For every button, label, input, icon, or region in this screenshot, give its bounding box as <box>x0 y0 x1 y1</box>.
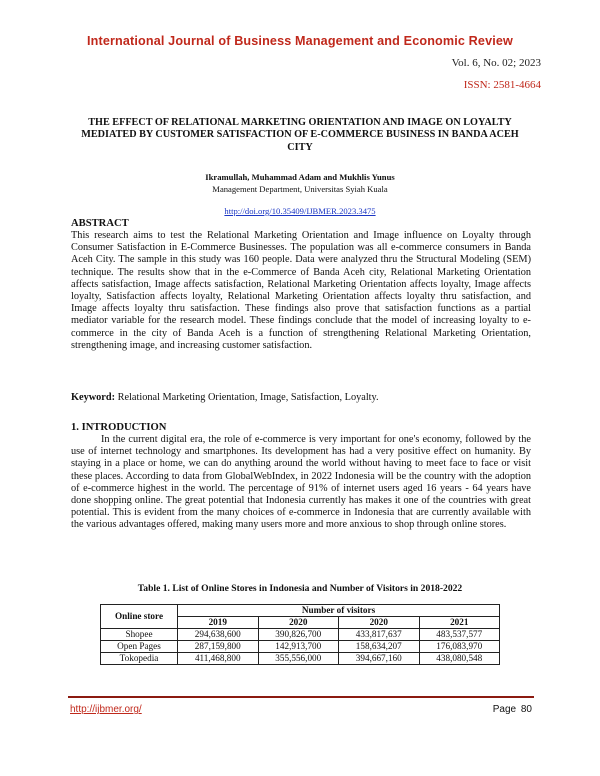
table-caption: Table 1. List of Online Stores in Indonesia and Number of Visitors in 2018-2022 <box>137 583 463 594</box>
year-header: 2020 <box>339 617 420 629</box>
affiliation: Management Department, Universitas Syiah Kuala <box>212 184 388 194</box>
journal-title: International Journal of Business Management and Economic Review <box>87 34 513 48</box>
visitor-count: 355,556,000 <box>258 653 339 665</box>
visitor-count: 438,080,548 <box>419 653 500 665</box>
paper-title: THE EFFECT OF RELATIONAL MARKETING ORIENTATION AND IMAGE ON LOYALTY MEDIATED BY CUSTOMER SATISFACTION OF E-COMMERCE BUSINESS IN BANDA ACEH CITY <box>81 117 519 153</box>
visitor-count: 483,537,577 <box>419 629 500 641</box>
volume-info: Vol. 6, No. 02; 2023 <box>451 57 541 69</box>
footer-site-link[interactable]: http://ijbmer.org/ <box>70 704 142 715</box>
table-row <box>101 629 500 641</box>
page-number-value: 80 <box>520 704 532 715</box>
footer-divider <box>68 696 534 698</box>
doi-link[interactable]: http://doi.org/10.35409/IJBMER.2023.3475 <box>224 206 376 216</box>
authors: Ikramullah, Muhammad Adam and Mukhlis Yunus <box>205 172 395 182</box>
visitor-count: 176,083,970 <box>419 641 500 653</box>
introduction-text: In the current digital era, the role of e-commerce is very important for one's economy, followed by the use of internet technology and smartphones. Its development has had a very positive effect on humanity. By staying in a place or home, we can do anything around the world without having to meet face to face or visit these places. According to data from GlobalWebIndex, in 2022 Indonesia will be the country with the adoption of e-commerce highest in the world. The percentage of 91% of internet users aged 16 years - 64 years have done shopping online. The great potential that Indonesia currently has makes it one of the countries with great potential. This is evident from the many choices of e-commerce in Indonesia that are currently available with the various advantages offered, making many users more and more anxious to shop through online stores. <box>71 434 531 531</box>
page-number <box>491 704 532 715</box>
year-header: 2021 <box>419 617 500 629</box>
year-header: 2020 <box>258 617 339 629</box>
store-name: Shopee <box>101 629 178 641</box>
keywords <box>71 392 531 404</box>
visitor-count: 158,634,207 <box>339 641 420 653</box>
visitor-count: 287,159,800 <box>178 641 259 653</box>
keywords-text: Relational Marketing Orientation, Image, Satisfaction, Loyalty. <box>115 392 379 403</box>
issn: ISSN: 2581-4664 <box>463 79 541 91</box>
visitor-count: 294,638,600 <box>178 629 259 641</box>
visitors-group-header: Number of visitors <box>178 605 500 617</box>
introduction-heading: 1. INTRODUCTION <box>71 422 167 433</box>
store-name: Tokopedia <box>101 653 178 665</box>
store-name: Open Pages <box>101 641 178 653</box>
visitor-count: 142,913,700 <box>258 641 339 653</box>
store-column-header: Online store <box>101 605 178 629</box>
visitor-count: 394,667,160 <box>339 653 420 665</box>
table-header-row <box>101 605 500 617</box>
page-label: Page <box>492 704 517 715</box>
visitors-table <box>100 604 500 665</box>
visitor-count: 433,817,637 <box>339 629 420 641</box>
visitor-count: 411,468,800 <box>178 653 259 665</box>
table-row <box>101 653 500 665</box>
year-header: 2019 <box>178 617 259 629</box>
abstract-heading: ABSTRACT <box>71 218 129 229</box>
abstract-text: This research aims to test the Relational Marketing Orientation and Image influence on Loyalty through Consumer Satisfaction in E-Commerce Businesses. The population was all e-commerce consumers in Banda Aceh City. The sample in this study was 160 people. Data were analyzed thru the Structural Modeling (SEM) technique. The results show that in the e-Commerce of Banda Aceh city, Relational Marketing Orientation affects satisfaction, Image affects satisfaction, Relational Marketing Orientation affects loyalty, Image affects loyalty, Satisfaction affects loyalty, Relational Marketing Orientation affects loyalty thru satisfaction, and Image affects loyalty thru satisfaction. These findings also prove that satisfaction functions as a partial mediator variable for the research model. These findings conclude that the model of increasing loyalty to e-commerce in the city of Banda Aceh is a function of strengthening Relational Marketing Orientation, strengthening image, and increasing customer satisfaction. <box>71 230 531 351</box>
table-row <box>101 641 500 653</box>
visitor-count: 390,826,700 <box>258 629 339 641</box>
keywords-label: Keyword: <box>71 392 116 403</box>
